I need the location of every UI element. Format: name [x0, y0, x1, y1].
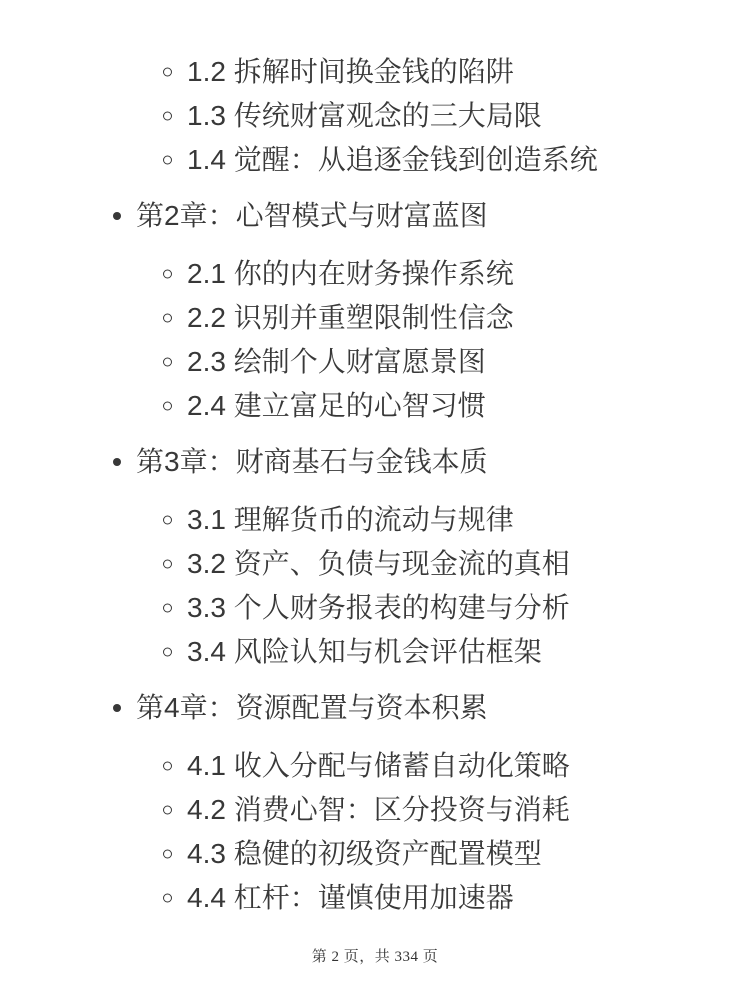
- section-item: [0, 744, 750, 788]
- bullet-circle-icon: [163, 358, 172, 367]
- section-item: [0, 138, 750, 182]
- section-item: [0, 876, 750, 920]
- section-list: [0, 498, 750, 674]
- section-item: [0, 50, 750, 94]
- bullet-circle-icon: [163, 270, 172, 279]
- toc-group: [0, 440, 750, 674]
- section-item: [0, 340, 750, 384]
- section-item: [0, 630, 750, 674]
- bullet-circle-icon: [163, 156, 172, 165]
- section-item: [0, 296, 750, 340]
- bullet-circle-icon: [163, 894, 172, 903]
- section-item-label: 1.4 觉醒：从追逐金钱到创造系统: [187, 144, 598, 175]
- section-item: [0, 498, 750, 542]
- toc-group: [0, 50, 750, 182]
- bullet-circle-icon: [163, 402, 172, 411]
- toc-group: [0, 194, 750, 428]
- section-item-label: 2.3 绘制个人财富愿景图: [187, 346, 486, 377]
- bullet-circle-icon: [163, 806, 172, 815]
- bullet-disc-icon: [113, 212, 121, 220]
- page-footer: 第 2 页，共 334 页: [311, 949, 439, 965]
- chapter-heading-label: 第3章：财商基石与金钱本质: [136, 446, 488, 477]
- section-item-label: 4.1 收入分配与储蓄自动化策略: [187, 750, 570, 781]
- bullet-circle-icon: [163, 648, 172, 657]
- bullet-circle-icon: [163, 68, 172, 77]
- section-item: [0, 586, 750, 630]
- section-item-label: 1.3 传统财富观念的三大局限: [187, 100, 542, 131]
- bullet-circle-icon: [163, 112, 172, 121]
- section-item-label: 2.1 你的内在财务操作系统: [187, 258, 514, 289]
- bullet-circle-icon: [163, 516, 172, 525]
- chapter-heading-label: 第4章：资源配置与资本积累: [136, 692, 488, 723]
- chapter-heading-label: 第2章：心智模式与财富蓝图: [136, 200, 488, 231]
- section-item-label: 3.4 风险认知与机会评估框架: [187, 636, 542, 667]
- section-item: [0, 832, 750, 876]
- section-item: [0, 788, 750, 832]
- chapter-heading: [0, 194, 750, 238]
- section-list: [0, 50, 750, 182]
- bullet-circle-icon: [163, 560, 172, 569]
- bullet-circle-icon: [163, 762, 172, 771]
- section-item: [0, 252, 750, 296]
- bullet-disc-icon: [113, 704, 121, 712]
- bullet-circle-icon: [163, 850, 172, 859]
- section-item-label: 2.4 建立富足的心智习惯: [187, 390, 486, 421]
- section-item: [0, 384, 750, 428]
- section-item-label: 3.1 理解货币的流动与规律: [187, 504, 514, 535]
- toc-group: [0, 686, 750, 920]
- bullet-circle-icon: [163, 314, 172, 323]
- section-item-label: 4.2 消费心智：区分投资与消耗: [187, 794, 570, 825]
- section-item: [0, 94, 750, 138]
- section-item-label: 3.3 个人财务报表的构建与分析: [187, 592, 570, 623]
- chapter-heading: [0, 686, 750, 730]
- section-item: [0, 542, 750, 586]
- chapter-heading: [0, 440, 750, 484]
- section-list: [0, 744, 750, 920]
- section-item-label: 3.2 资产、负债与现金流的真相: [187, 548, 570, 579]
- section-list: [0, 252, 750, 428]
- section-item-label: 4.4 杠杆：谨慎使用加速器: [187, 882, 514, 913]
- bullet-circle-icon: [163, 604, 172, 613]
- bullet-disc-icon: [113, 458, 121, 466]
- section-item-label: 4.3 稳健的初级资产配置模型: [187, 838, 542, 869]
- section-item-label: 1.2 拆解时间换金钱的陷阱: [187, 56, 514, 87]
- section-item-label: 2.2 识别并重塑限制性信念: [187, 302, 514, 333]
